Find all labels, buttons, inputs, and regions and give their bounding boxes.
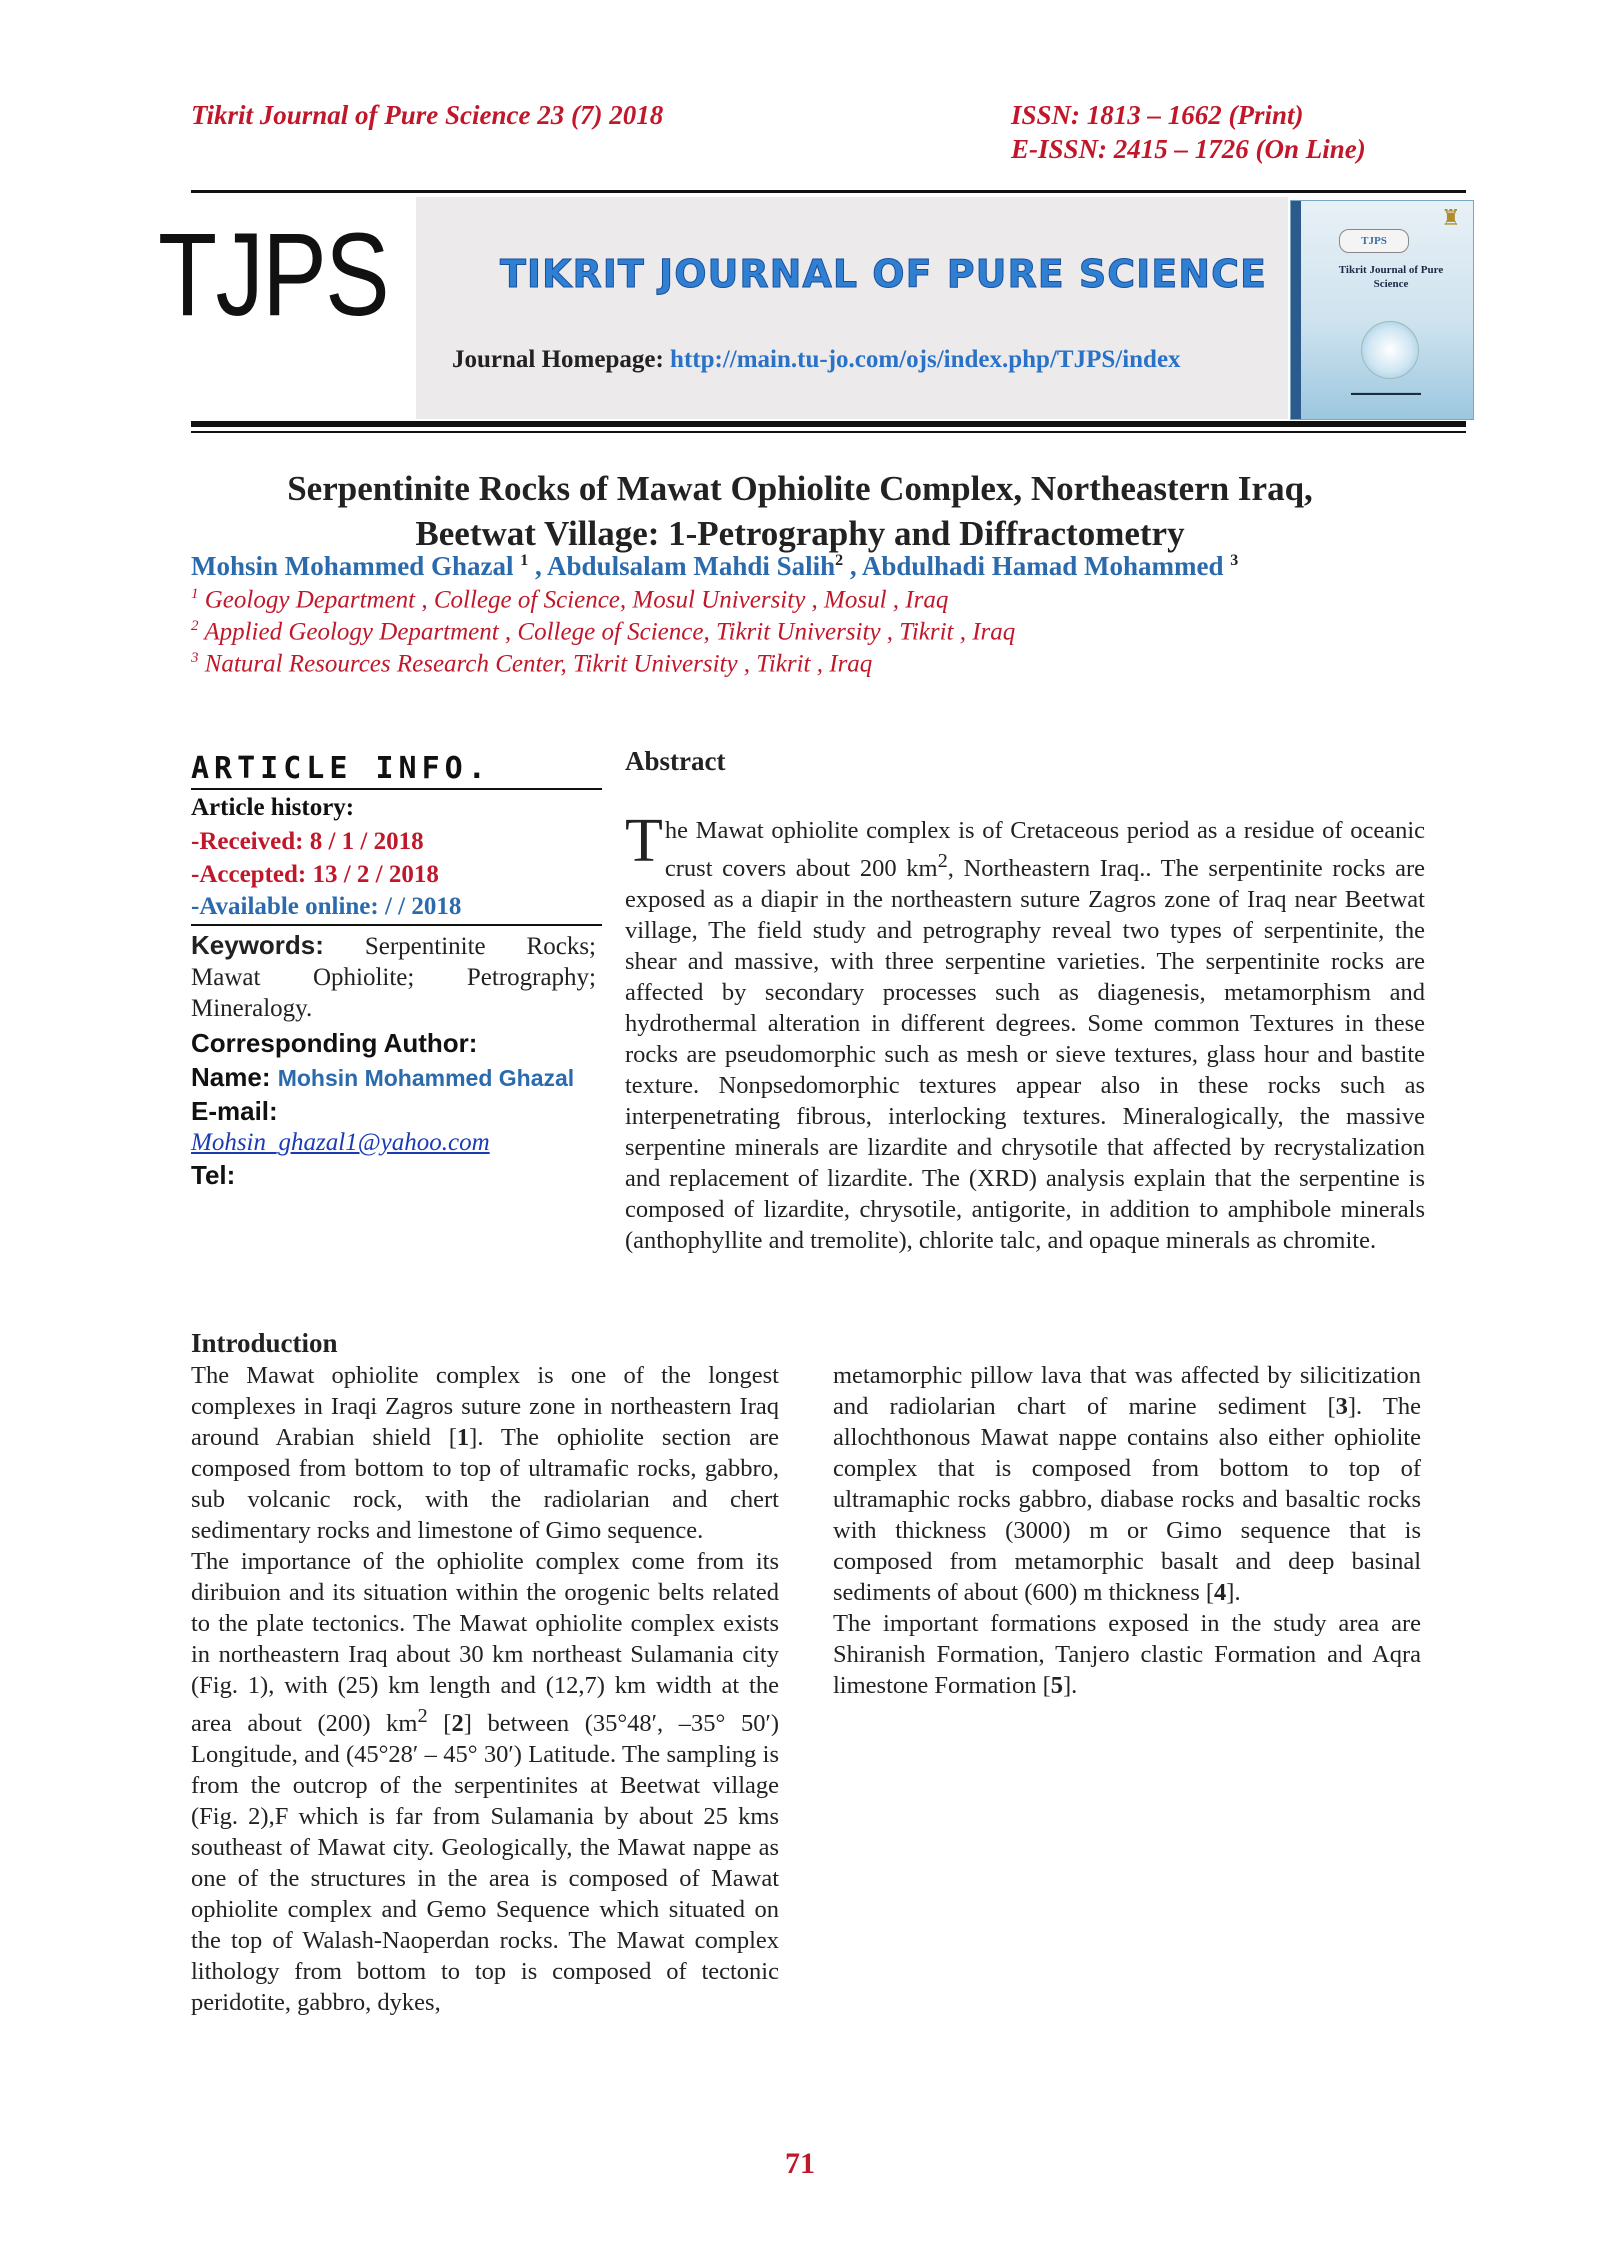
intro-text: The importance of the ophiolite complex come from its diribuion and its situation within the orogenic belts related to the plate tectonics. The Mawat ophiolite complex exists in northeastern Iraq about 30 km northeast Sulamania city (Fig. 1), with (25) km length and (12,7) km width at the area about (200) km <box>191 1548 779 1738</box>
affiliation-text: Geology Department , College of Science, Mosul University , Mosul , Iraq <box>204 586 949 614</box>
journal-title: TIKRIT JOURNAL OF PURE SCIENCE <box>500 252 1267 296</box>
abstract-text-2: , Northeastern Iraq.. The serpentinite rocks are exposed as a diapir in the northeastern suture Zagros zone of Iraq near Beetwat village, The field study and petrography reveal two types of serpentinite, the shear and massive, with three serpentine varieties. The serpentinite rocks are affected by secondary processes such as diagenesis, metamorphism and hydrothermal alteration in different degrees. Some common Textures in these rocks are pseudomorphic such as mesh or sieve textures, glass hour and bastite texture. Nonpsedomorphic textures appear also in these rocks such as interpenetrating fibrous, interlocking textures. Mineralogically, the massive serpentine minerals are lizardite and chrysotile that affected by recrystalization and replacement of lizardite. The (XRD) analysis explain that the serpentine is composed of lizardite, chrysotile, antigorite, in addition to amphibole minerals (anthophyllite and tremolite), chlorite talc, and opaque minerals as chromite. <box>625 855 1426 1255</box>
paper-title-line1: Serpentinite Rocks of Mawat Ophiolite Complex, Northeastern Iraq, <box>287 469 1313 508</box>
author-affiliation-mark: 2 <box>835 552 844 569</box>
author-name: Abdulsalam Mahdi Salih <box>547 551 836 581</box>
cover-tag: TJPS <box>1339 229 1409 253</box>
accepted-date: -Accepted: 13 / 2 / 2018 <box>191 861 439 888</box>
university-emblem-icon: ♜ <box>1441 205 1461 230</box>
homepage-label: Journal Homepage: <box>452 346 664 373</box>
author-name: Abdulhadi Hamad Mohammed <box>861 551 1224 581</box>
keywords <box>191 930 596 1024</box>
introduction-heading: Introduction <box>191 1328 338 1358</box>
tjps-logo: TJPS <box>158 209 389 341</box>
name-label: Name: <box>191 1062 271 1092</box>
citation-ref: 1 <box>456 1424 470 1451</box>
author-list <box>191 551 1238 582</box>
article-info-rule <box>191 788 602 790</box>
intro-paragraph <box>833 1608 1421 1701</box>
superscript: 2 <box>417 1705 428 1727</box>
keywords-label: Keywords: <box>191 930 324 960</box>
author-separator: , <box>528 551 548 581</box>
abstract-text-1: he Mawat ophiolite complex is of Cretaceous period as a residue of oceanic crust covers about 200 km <box>664 817 1425 883</box>
intro-text: metamorphic pillow lava that was affected by silicitization and radiolarian chart of marine sediment [ <box>833 1362 1421 1420</box>
cover-spine <box>1291 201 1301 419</box>
cover-footer-lines: ▬▬▬▬▬▬▬▬▬▬ <box>1351 389 1421 397</box>
article-history-rule <box>191 924 602 926</box>
affiliation-2 <box>191 618 1015 646</box>
citation-ref: 2 <box>451 1710 464 1738</box>
intro-paragraph: The importance of the ophiolite complex come from its diribuion and its situation within the orogenic belts related to the plate tectonics. The Mawat ophiolite complex exists in northeastern Iraq about 30 km northeast Sulamania city (Fig. 1), with (25) km length and (12,7) km width at the area about (200) $km^2$ [2] between (35°48′, –35° 50′) Longitude, and (45°28′ – 45° 30′) Latitude. The sampling is from the outcrop of the serpentinites at Beetwat village (Fig. 2),F which is far from Sulamania by about 25 kms southeast of Mawat city. Geologically, the Mawat nappe as one of the structures in the area is composed of Mawat ophiolite complex and Gemo Sequence which situated on the top of Walash-Naoperdan rocks. The Mawat complex lithology from bottom to top is composed of tectonic peridotite, gabbro, dykes, <box>191 1548 779 2017</box>
author-affiliation-mark: 3 <box>1230 552 1239 569</box>
email-link[interactable]: Mohsin_ghazal1@yahoo.com <box>191 1129 490 1156</box>
intro-paragraph <box>191 1360 779 1546</box>
issn-print: ISSN: 1813 – 1662 (Print) <box>1011 100 1304 130</box>
name-row <box>191 1062 574 1093</box>
intro-text: ]. The allochthonous Mawat nappe contains also either ophiolite complex that is composed from bottom to top of ultramaphic rocks gabbro, diabase rocks and basaltic rocks with thickness (3000) m or Gimo sequence that is composed from metamorphic basalt and deep basinal sediments of about (600) m thickness [ <box>833 1393 1421 1606</box>
cover-title: Tikrit Journal of Pure Science <box>1338 264 1444 290</box>
available-online-date: -Available online: / / 2018 <box>191 893 462 920</box>
corresponding-author-label: Corresponding Author: <box>191 1028 478 1058</box>
author-separator: , <box>843 551 862 581</box>
intro-text: The Mawat ophiolite complex is one of the longest complexes in Iraqi Zagros suture zone in northeastern Iraq around Arabian shield [ <box>191 1362 779 1451</box>
cover-seal-icon <box>1361 321 1419 379</box>
corresponding-author-name: Mohsin Mohammed Ghazal <box>277 1065 575 1091</box>
journal-homepage <box>452 346 1181 374</box>
journal-issue: Tikrit Journal of Pure Science 23 (7) 2018 <box>191 100 664 130</box>
journal-cover-image <box>1290 200 1474 420</box>
citation-ref: 4 <box>1214 1579 1227 1606</box>
homepage-link[interactable]: http://main.tu-jo.com/ojs/index.php/TJPS/index <box>670 346 1181 373</box>
affiliation-mark: 2 <box>191 618 199 634</box>
article-info-heading: ARTICLE INFO. <box>191 751 491 786</box>
abstract-heading: Abstract <box>625 746 726 776</box>
affiliation-mark: 1 <box>191 586 199 602</box>
intro-text: ]. <box>1226 1579 1241 1606</box>
intro-text: ]. The ophiolite section are composed from bottom to top of ultramafic rocks, gabbro, sub volcanic rock, with the radiolarian and chert sedimentary rocks and limestone of Gimo sequence. <box>191 1424 779 1544</box>
citation-ref: 3 <box>1335 1393 1348 1420</box>
issn-online: E-ISSN: 2415 – 1726 (On Line) <box>1011 134 1366 164</box>
author-affiliation-mark: 1 <box>520 552 529 569</box>
affiliation-1 <box>191 586 948 614</box>
affiliation-text: Natural Resources Research Center, Tikrit University , Tikrit , Iraq <box>204 650 873 678</box>
citation-ref: 5 <box>1050 1672 1063 1699</box>
keywords-text: Serpentinite Rocks; Mawat Ophiolite; Petrography; Mineralogy. <box>191 933 596 1022</box>
abstract-superscript: 2 <box>937 850 948 872</box>
received-date: -Received: 8 / 1 / 2018 <box>191 828 424 855</box>
author-name: Mohsin Mohammed Ghazal <box>191 551 514 581</box>
page-number: 71 <box>785 2147 815 2180</box>
intro-text: The important formations exposed in the study area are Shiranish Formation, Tanjero clastic Formation and Aqra limestone Formation [ <box>833 1610 1421 1699</box>
affiliation-3 <box>191 650 872 678</box>
email-label: E-mail: <box>191 1096 278 1126</box>
banner-background <box>416 197 1288 419</box>
header-rule-bottom <box>191 421 1466 427</box>
tel-label: Tel: <box>191 1160 236 1190</box>
header-rule-bottom-thin <box>191 431 1466 433</box>
article-history-label: Article history: <box>191 794 355 821</box>
abstract-body <box>625 807 1426 1256</box>
intro-left-column <box>191 1360 779 2018</box>
affiliation-mark: 3 <box>191 650 199 666</box>
intro-right-column <box>833 1360 1421 1701</box>
intro-text: ]. <box>1063 1672 1078 1699</box>
affiliation-text: Applied Geology Department , College of Science, Tikrit University , Tikrit , Iraq <box>204 618 1016 646</box>
abstract-dropcap: T <box>625 807 663 875</box>
header-rule-top <box>191 190 1466 193</box>
intro-text: between (35°48′, –35° 50′) Longitude, and (45°28′ – 45° 30′) Latitude. The sampling is from the outcrop of the serpentinites at Beetwat village (Fig. 2),F which is far from Sulamania by about 25 kms southeast of Mawat city. Geologically, the Mawat nappe as one of the structures in the area is composed of Mawat ophiolite complex and Gemo Sequence which situated on the top of Walash-Naoperdan rocks. The Mawat complex lithology from bottom to top is composed of tectonic peridotite, gabbro, dykes, <box>191 1710 779 2017</box>
intro-paragraph <box>833 1360 1421 1608</box>
paper-title-line2: Beetwat Village: 1-Petrography and Diffractometry <box>415 514 1185 553</box>
